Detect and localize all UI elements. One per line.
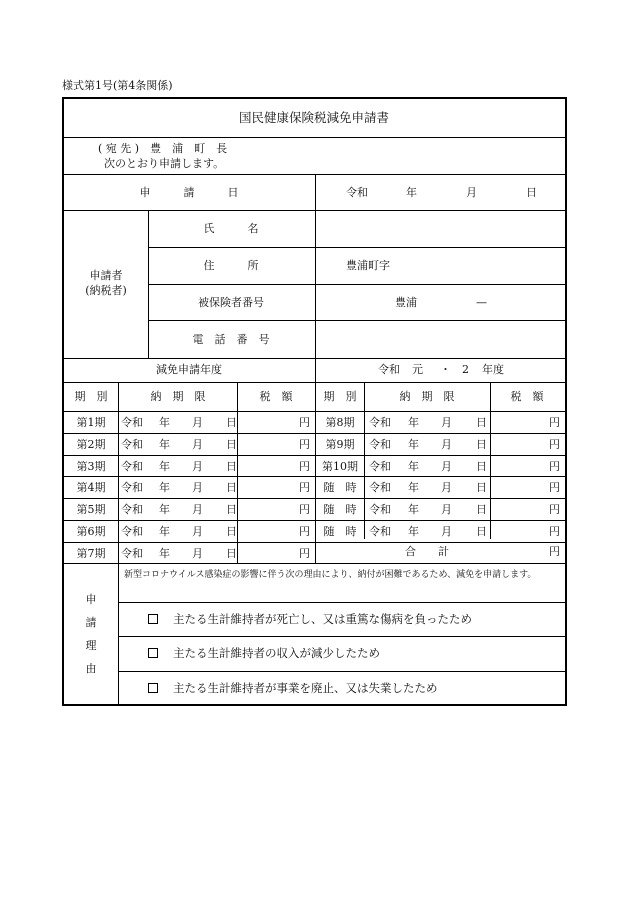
installment-era: 令和 [369, 503, 391, 517]
installment-month: 月 [192, 546, 203, 560]
reason-label-char: 請 [85, 616, 97, 629]
row-divider [315, 476, 565, 477]
reduction-year-from: 元 [412, 363, 423, 376]
installment-month: 月 [192, 525, 203, 538]
installment-day: 日 [476, 525, 487, 538]
installment-period: 第7期 [76, 546, 106, 560]
row-divider [64, 433, 315, 434]
installment-year: 年 [408, 459, 419, 473]
reason-option-label: 主たる生計維持者の収入が減少したため [173, 646, 380, 660]
total-label: 合 計 [405, 545, 449, 558]
installment-era: 令和 [369, 437, 391, 451]
installment-year: 年 [159, 546, 170, 560]
installment-year: 年 [159, 459, 170, 473]
installment-month: 月 [192, 481, 203, 495]
installment-day: 日 [226, 481, 237, 495]
intro-text: 次のとおり申請します。 [104, 157, 225, 170]
installment-yen: 円 [549, 525, 560, 538]
installment-month: 月 [441, 503, 452, 517]
header-period-left: 期 別 [74, 390, 108, 403]
header-deadline-left: 納 期 限 [150, 390, 206, 403]
row-divider [64, 455, 315, 456]
row-divider [64, 476, 315, 477]
installment-era: 令和 [121, 546, 143, 560]
application-date-label: 申 請 日 [139, 186, 239, 199]
addressee: ( 宛 先 ) 豊 浦 町 長 [98, 142, 228, 155]
installment-era: 令和 [369, 481, 391, 495]
application-date-era: 令和 [346, 186, 368, 199]
reduction-year-separator: ・ [440, 363, 451, 376]
reduction-year-to: 2 [462, 363, 469, 376]
application-date-month: 月 [466, 186, 477, 199]
installment-year: 年 [159, 416, 170, 429]
installment-month: 月 [441, 459, 452, 473]
insured-number-dash: — [476, 296, 487, 309]
installment-month: 月 [192, 437, 203, 451]
installment-yen: 円 [549, 481, 560, 495]
installment-day: 日 [226, 546, 237, 560]
checkbox-icon[interactable] [148, 683, 158, 693]
form-number: 様式第1号(第4条関係) [62, 79, 173, 92]
installment-year: 年 [408, 525, 419, 538]
installment-month: 月 [192, 416, 203, 429]
installment-period: 第5期 [76, 503, 106, 517]
reduction-year-era: 令和 [378, 363, 400, 376]
row-divider [315, 433, 565, 434]
row-divider [64, 542, 315, 543]
checkbox-icon[interactable] [148, 614, 158, 624]
installment-era: 令和 [121, 437, 143, 451]
installment-yen: 円 [549, 503, 560, 517]
installment-period: 随 時 [323, 503, 357, 517]
reason-label-char: 理 [85, 639, 97, 652]
installment-day: 日 [476, 481, 487, 495]
name-label: 氏 名 [203, 222, 259, 235]
installment-yen: 円 [299, 459, 310, 473]
header-amount-left: 税 額 [259, 390, 293, 403]
installment-month: 月 [441, 525, 452, 538]
total-yen: 円 [549, 545, 560, 558]
installment-era: 令和 [121, 416, 143, 429]
installment-yen: 円 [299, 416, 310, 429]
installment-year: 年 [408, 481, 419, 495]
installment-month: 月 [441, 437, 452, 451]
installment-era: 令和 [369, 459, 391, 473]
installment-year: 年 [408, 437, 419, 451]
installment-era: 令和 [121, 525, 143, 538]
reason-label-char: 由 [85, 662, 97, 675]
installment-yen: 円 [299, 525, 310, 538]
installment-era: 令和 [121, 503, 143, 517]
reason-label-char: 申 [85, 593, 97, 606]
applicant-sublabel: (納税者) [85, 284, 127, 297]
installment-era: 令和 [121, 481, 143, 495]
installment-period: 第6期 [76, 525, 106, 538]
installment-period: 第2期 [76, 437, 106, 451]
reduction-year-suffix: 年度 [482, 363, 504, 376]
installment-period: 第9期 [325, 437, 355, 451]
row-divider [315, 455, 565, 456]
form-title: 国民健康保険税減免申請書 [238, 110, 390, 125]
installment-day: 日 [476, 416, 487, 429]
installment-yen: 円 [299, 503, 310, 517]
installment-day: 日 [226, 437, 237, 451]
header-amount-right: 税 額 [510, 390, 544, 403]
installment-period: 随 時 [323, 481, 357, 495]
reason-text: 新型コロナウイルス感染症の影響に伴う次の理由により、納付が困難であるため、減免を申請します。 [124, 570, 537, 580]
insured-number-prefix: 豊浦 [395, 296, 417, 309]
installment-yen: 円 [549, 416, 560, 429]
reason-option-label: 主たる生計維持者が事業を廃止、又は失業したため [173, 681, 438, 695]
insured-number-label: 被保険者番号 [198, 296, 264, 309]
application-date-year: 年 [406, 186, 417, 199]
installment-year: 年 [408, 503, 419, 517]
installment-year: 年 [159, 525, 170, 538]
installment-period: 随 時 [323, 525, 357, 538]
installment-month: 月 [441, 416, 452, 429]
installment-era: 令和 [369, 525, 391, 538]
checkbox-icon[interactable] [148, 648, 158, 658]
installment-period: 第3期 [76, 459, 106, 473]
applicant-label: 申請者 [89, 269, 123, 282]
installment-day: 日 [226, 525, 237, 538]
installment-day: 日 [476, 459, 487, 473]
reduction-year-label: 減免申請年度 [156, 363, 222, 376]
installment-month: 月 [192, 459, 203, 473]
installment-day: 日 [226, 503, 237, 517]
installment-period: 第4期 [76, 481, 106, 495]
installment-yen: 円 [299, 546, 310, 560]
installment-yen: 円 [549, 437, 560, 451]
application-date-day: 日 [526, 186, 537, 199]
reason-option-label: 主たる生計維持者が死亡し、又は重篤な傷病を負ったため [173, 612, 472, 626]
reason-option[interactable] [148, 683, 438, 695]
installment-yen: 円 [299, 437, 310, 451]
installment-day: 日 [476, 503, 487, 517]
row-divider [315, 520, 565, 521]
installment-era: 令和 [369, 416, 391, 429]
reason-option[interactable] [148, 614, 472, 626]
installment-year: 年 [408, 416, 419, 429]
row-divider [315, 498, 565, 499]
installment-year: 年 [159, 481, 170, 495]
installment-yen: 円 [549, 459, 560, 473]
installment-period: 第10期 [322, 459, 358, 473]
installment-day: 日 [226, 459, 237, 473]
address-value: 豊浦町字 [346, 259, 390, 272]
address-label: 住 所 [203, 259, 259, 272]
installment-month: 月 [441, 481, 452, 495]
installment-day: 日 [226, 416, 237, 429]
row-divider [315, 542, 565, 543]
header-deadline-right: 納 期 限 [399, 390, 455, 403]
row-divider [64, 498, 315, 499]
installment-period: 第8期 [325, 416, 355, 429]
row-divider [64, 520, 315, 521]
installment-yen: 円 [299, 481, 310, 495]
header-period-right: 期 別 [323, 390, 357, 403]
installment-day: 日 [476, 437, 487, 451]
installment-period: 第1期 [76, 416, 106, 429]
installment-era: 令和 [121, 459, 143, 473]
installment-year: 年 [159, 503, 170, 517]
installment-year: 年 [159, 437, 170, 451]
installment-month: 月 [192, 503, 203, 517]
reason-option[interactable] [148, 648, 380, 660]
phone-label: 電 話 番 号 [192, 333, 270, 346]
application-form [62, 97, 567, 706]
